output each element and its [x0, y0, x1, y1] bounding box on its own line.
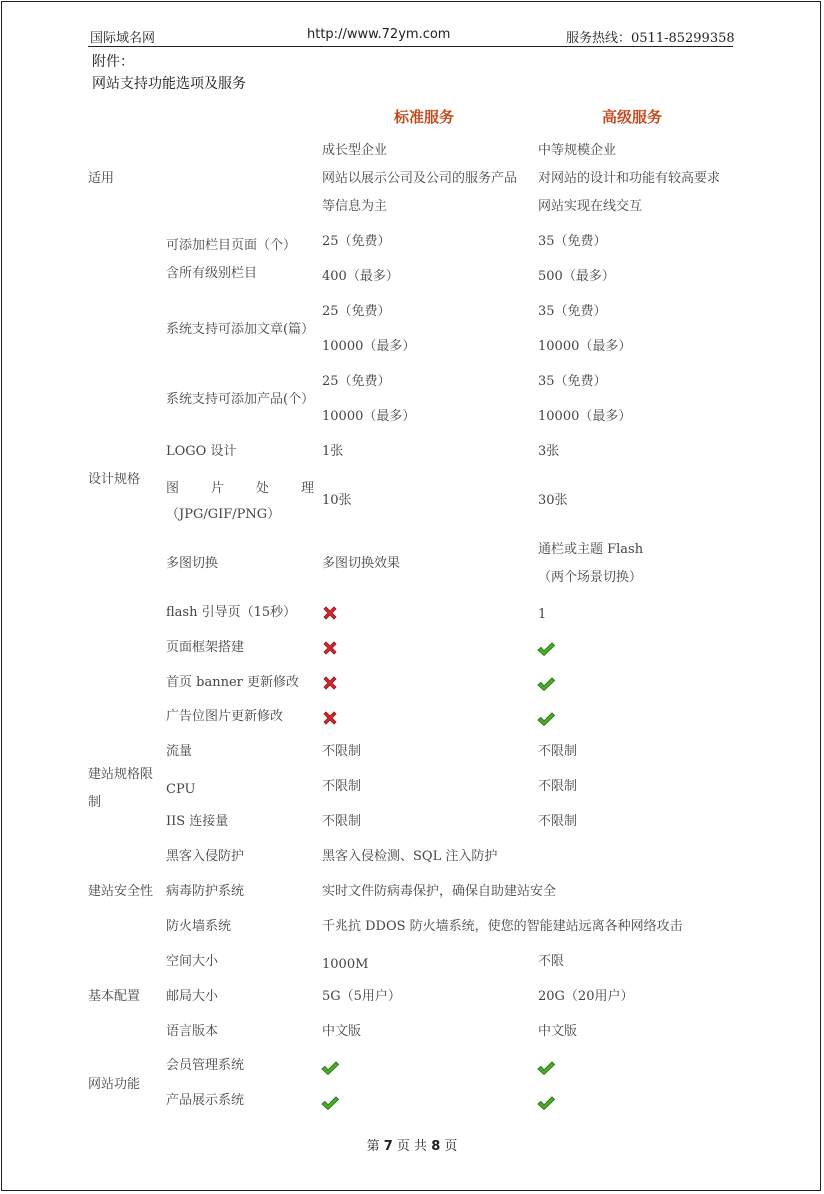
products-standard-max: 10000（最多） [322, 409, 416, 424]
cross-icon [321, 709, 339, 727]
row-label-ad-image: 广告位图片更新修改 [166, 709, 284, 724]
category-apply: 适用 [88, 171, 115, 186]
articles-standard-free: 25（免费） [322, 304, 391, 319]
row-label-firewall: 防火墙系统 [166, 919, 232, 934]
pages-advanced-max: 500（最多） [538, 269, 615, 284]
row-label-framework: 页面框架搭建 [166, 640, 245, 655]
hacker-protection-value: 黑客入侵检测、SQL 注入防护 [322, 849, 498, 864]
row-label-image-formats: （JPG/GIF/PNG） [166, 507, 281, 522]
row-label-banner: 首页 banner 更新修改 [166, 675, 299, 690]
row-label-products: 系统支持可添加产品(个） [166, 392, 315, 407]
row-label-logo: LOGO 设计 [166, 444, 237, 459]
cpu-advanced: 不限制 [538, 779, 578, 794]
cpu-standard: 不限制 [322, 779, 362, 794]
articles-standard-max: 10000（最多） [322, 339, 416, 354]
slideshow-advanced-note: （两个场景切换） [538, 570, 643, 585]
slideshow-standard: 多图切换效果 [322, 556, 401, 571]
footer-prefix: 第 [366, 1139, 380, 1154]
document-title: 网站支持功能选项及服务 [92, 76, 246, 92]
footer-suffix: 页 [444, 1139, 458, 1154]
category-basic: 基本配置 [88, 989, 141, 1004]
logo-standard: 1张 [322, 444, 344, 459]
cross-icon [321, 639, 339, 657]
row-label-members: 会员管理系统 [166, 1058, 245, 1073]
mail-standard: 5G（5用户） [322, 989, 401, 1004]
check-icon [320, 1060, 340, 1076]
page-footer [0, 1135, 824, 1154]
row-label-cpu: CPU [166, 782, 196, 797]
header-divider [88, 46, 733, 47]
cross-icon [321, 604, 339, 622]
pages-advanced-free: 35（免费） [538, 234, 607, 249]
row-label-space: 空间大小 [166, 954, 219, 969]
category-limits-cont: 制 [88, 795, 102, 810]
footer-total-pages: 8 [431, 1139, 441, 1154]
language-standard: 中文版 [322, 1024, 362, 1039]
logo-advanced: 3张 [538, 444, 560, 459]
apply-standard-line: 等信息为主 [322, 199, 388, 214]
space-standard: 1000M [322, 957, 369, 972]
row-label-traffic: 流量 [166, 744, 193, 759]
check-icon [536, 676, 556, 692]
category-security: 建站安全性 [88, 884, 154, 899]
language-advanced: 中文版 [538, 1024, 578, 1039]
mail-advanced: 20G（20用户） [538, 989, 634, 1004]
column-standard-heading: 标准服务 [394, 108, 455, 126]
pages-standard-free: 25（免费） [322, 234, 391, 249]
row-label-iis: IIS 连接量 [166, 814, 229, 829]
slideshow-advanced: 通栏或主题 Flash [538, 542, 644, 557]
iis-standard: 不限制 [322, 814, 362, 829]
articles-advanced-max: 10000（最多） [538, 339, 632, 354]
row-label-image: 图片处理 [166, 481, 314, 496]
row-label-slideshow: 多图切换 [166, 556, 219, 571]
category-design: 设计规格 [88, 472, 141, 487]
row-label-mail: 邮局大小 [166, 989, 219, 1004]
header-hotline-text: 服务热线：0511-85299358 [566, 31, 735, 46]
header-url[interactable]: http://www.72ym.com [307, 27, 451, 42]
check-icon [536, 1095, 556, 1111]
image-standard: 10张 [322, 493, 352, 508]
check-icon [536, 1060, 556, 1076]
apply-standard-line: 网站以展示公司及公司的服务产品 [322, 171, 518, 186]
check-icon [536, 641, 556, 657]
cross-icon [321, 674, 339, 692]
row-label-product-showcase: 产品展示系统 [166, 1093, 245, 1108]
traffic-standard: 不限制 [322, 744, 362, 759]
row-label-pages: 可添加栏目页面（个） [166, 238, 297, 253]
pages-standard-max: 400（最多） [322, 269, 399, 284]
row-label-language: 语言版本 [166, 1024, 219, 1039]
apply-advanced-line: 中等规模企业 [538, 143, 617, 158]
row-label-pages-note: 含所有级别栏目 [166, 266, 258, 281]
category-features: 网站功能 [88, 1077, 141, 1092]
traffic-advanced: 不限制 [538, 744, 578, 759]
apply-advanced-line: 网站实现在线交互 [538, 199, 643, 214]
attachment-label: 附件： [92, 54, 134, 70]
image-advanced: 30张 [538, 493, 568, 508]
check-icon [536, 711, 556, 727]
products-standard-free: 25（免费） [322, 374, 391, 389]
row-label-hacker: 黑客入侵防护 [166, 849, 245, 864]
apply-advanced-line: 对网站的设计和功能有较高要求 [538, 171, 721, 186]
footer-page-number: 7 [383, 1139, 393, 1154]
header-hotline [566, 27, 735, 46]
row-label-antivirus: 病毒防护系统 [166, 884, 245, 899]
check-icon [320, 1095, 340, 1111]
space-advanced: 不限 [538, 954, 565, 969]
flash-intro-advanced: 1 [538, 607, 547, 622]
column-advanced-heading: 高级服务 [602, 108, 663, 126]
articles-advanced-free: 35（免费） [538, 304, 607, 319]
header-company: 国际域名网 [90, 31, 156, 46]
apply-standard-line: 成长型企业 [322, 143, 388, 158]
footer-middle: 页 共 [396, 1139, 428, 1154]
category-limits: 建站规格限 [88, 767, 154, 782]
products-advanced-free: 35（免费） [538, 374, 607, 389]
antivirus-value: 实时文件防病毒保护，确保自助建站安全 [322, 884, 557, 899]
row-label-flash-intro: flash 引导页（15秒） [166, 605, 297, 620]
products-advanced-max: 10000（最多） [538, 409, 632, 424]
iis-advanced: 不限制 [538, 814, 578, 829]
firewall-value: 千兆抗 DDOS 防火墙系统，使您的智能建站远离各种网络攻击 [322, 919, 683, 934]
row-label-articles: 系统支持可添加文章(篇） [166, 322, 315, 337]
